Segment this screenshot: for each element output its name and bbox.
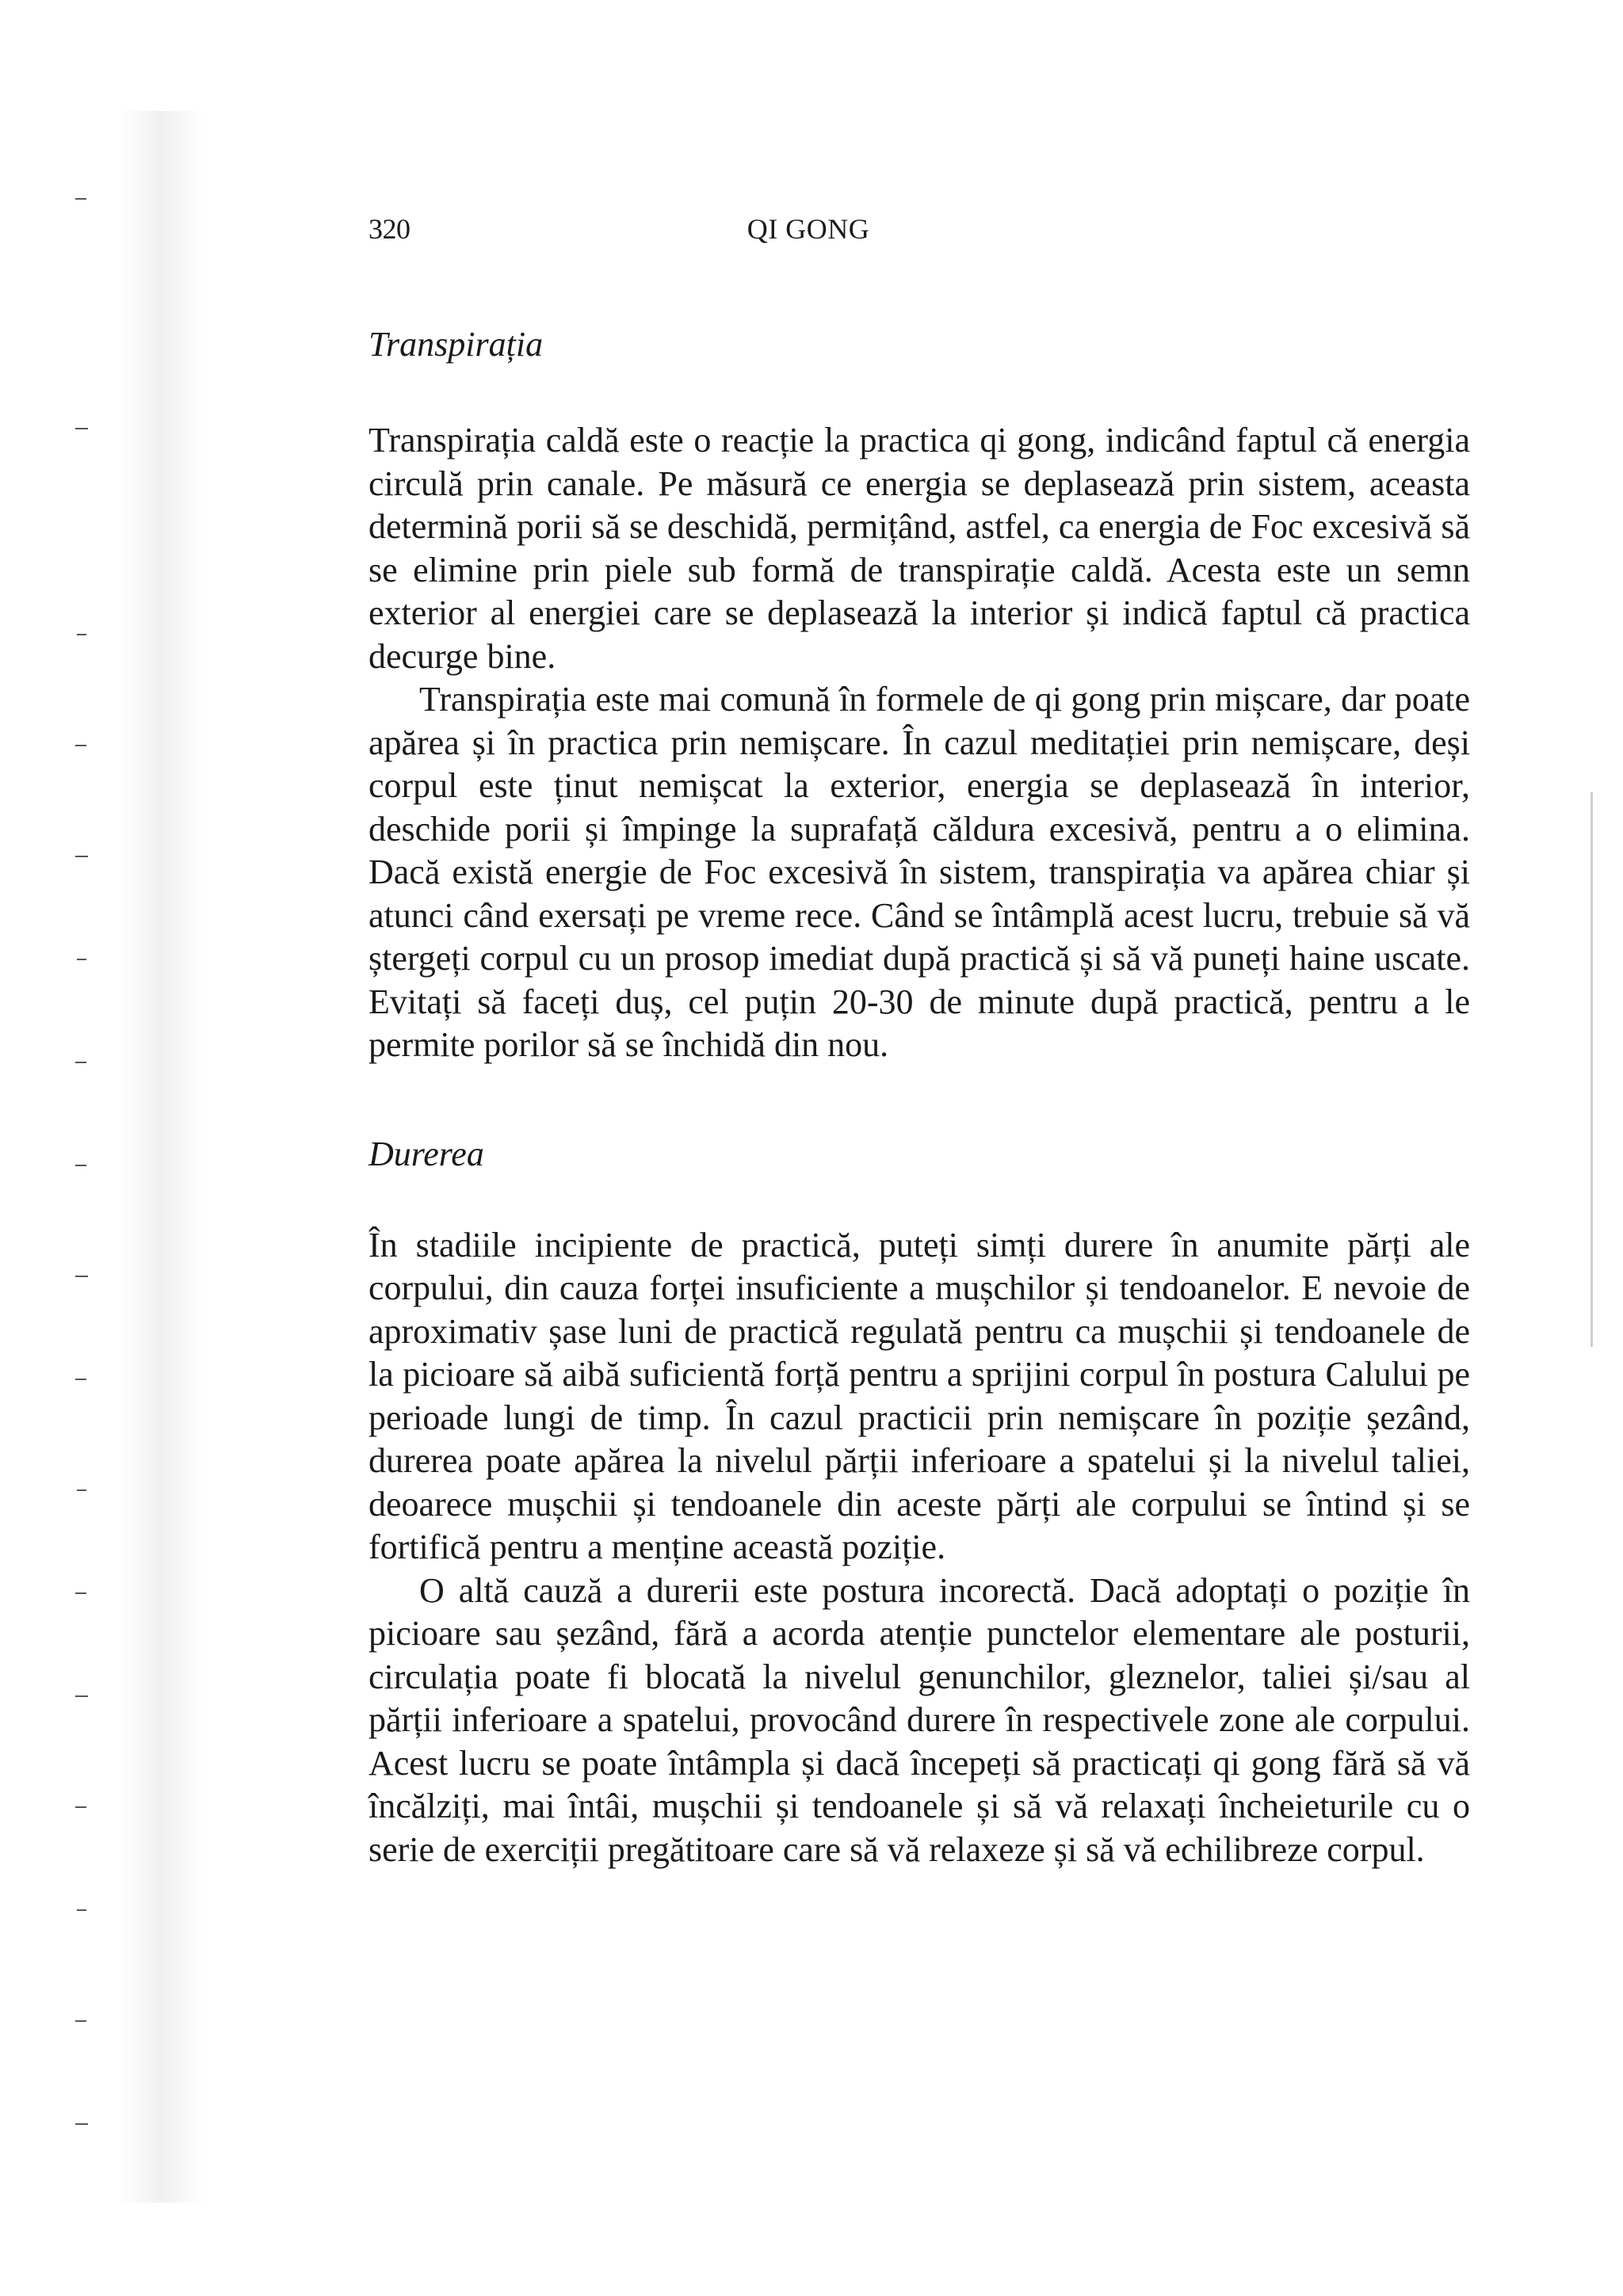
section-title: Transpirația bbox=[369, 325, 544, 364]
binding-mark bbox=[77, 1909, 86, 1911]
binding-mark bbox=[75, 745, 86, 746]
section-durerea bbox=[369, 1131, 1470, 1872]
page-number: 320 bbox=[369, 213, 411, 245]
paragraph: Transpirația caldă este o reacție la practica qi gong, indicând faptul că energia circulă prin canale. Pe măsură ce energia se deplasează prin sistem, aceasta determină porii să se deschidă, permițând, astfel, ca energia de Foc excesivă să se elimine prin piele sub formă de transpirație caldă. Acesta este un semn exterior al energiei care se deplasează la interior și indică faptul că practica decurge bine. bbox=[369, 421, 1470, 676]
binding-mark bbox=[75, 1695, 88, 1697]
running-title: QI GONG bbox=[747, 213, 870, 245]
binding-mark bbox=[75, 428, 88, 429]
binding-mark bbox=[75, 1062, 86, 1063]
paragraph: O altă cauză a durerii este postura incorectă. Dacă adoptați o poziție în picioare sau șezând, fără a acorda atenție punctelor elementare ale posturii, circulația poate fi blocată la nivelul genunchilor, gleznelor, taliei și/sau al părții inferioare a spatelui, provocând durere în respectivele zone ale corpului. Acest lucru se poate întâmpla și dacă începeți să practicați qi gong fără să vă încălziți, mai întâi, mușchii și tendoanele și să vă relaxați încheieturile cu o serie de exerciții pregătitoare care să vă relaxeze și să vă echilibreze corpul. bbox=[369, 1570, 1470, 1869]
binding-mark bbox=[75, 1379, 86, 1380]
binding-mark bbox=[77, 1489, 86, 1491]
binding-mark bbox=[75, 856, 88, 857]
binding-mark bbox=[75, 1806, 86, 1808]
binding-mark bbox=[75, 1276, 88, 1277]
section-title: Durerea bbox=[369, 1134, 484, 1173]
binding-mark bbox=[75, 1165, 86, 1166]
binding-mark bbox=[77, 959, 86, 960]
binding-mark bbox=[75, 198, 86, 200]
binding-mark bbox=[75, 2123, 88, 2125]
binding-mark bbox=[75, 2020, 86, 2022]
page-edge bbox=[1591, 792, 1593, 1347]
binding-shadow bbox=[119, 111, 206, 2203]
paragraph: Transpirația este mai comună în formele de qi gong prin mișcare, dar poate apărea și în practica prin nemișcare. În cazul meditației prin nemișcare, deși corpul este ținut nemișcat la exterior, energia se deplasează în interior, deschide porii și împinge la suprafață căldura excesivă, pentru a o elimina. Dacă există energie de Foc excesivă în sistem, transpirația va apărea chiar și atunci când exersați pe vreme rece. Când se întâmplă acest lucru, trebuie să vă ștergeți corpul cu un prosop imediat după practică și să vă puneți haine uscate. Evitați să faceți duș, cel puțin 20-30 de minute după practică, pentru a le permite porilor să se închidă din nou. bbox=[369, 680, 1470, 1064]
section-transpiratia bbox=[369, 321, 1470, 1067]
page-header bbox=[369, 212, 1248, 252]
binding-mark bbox=[77, 634, 86, 635]
paragraph: În stadiile incipiente de practică, puteți simți durere în anumite părți ale corpului, din cauza forței insuficiente a mușchilor și tendoanelor. E nevoie de aproximativ șase luni de practică regulată pentru ca mușchii și tendoanele de la picioare să aibă suficientă forță pentru a sprijini corpul în postura Calului pe perioade lungi de timp. În cazul practicii prin nemișcare în poziție șezând, durerea poate apărea la nivelul părții inferioare a spatelui și la nivelul taliei, deoarece mușchii și tendoanele din aceste părți ale corpului se întind și se fortifică pentru a menține această poziție. bbox=[369, 1225, 1470, 1566]
page-body bbox=[369, 321, 1470, 1871]
binding-mark bbox=[75, 1592, 86, 1594]
binding-edge-artifacts bbox=[75, 111, 258, 2203]
